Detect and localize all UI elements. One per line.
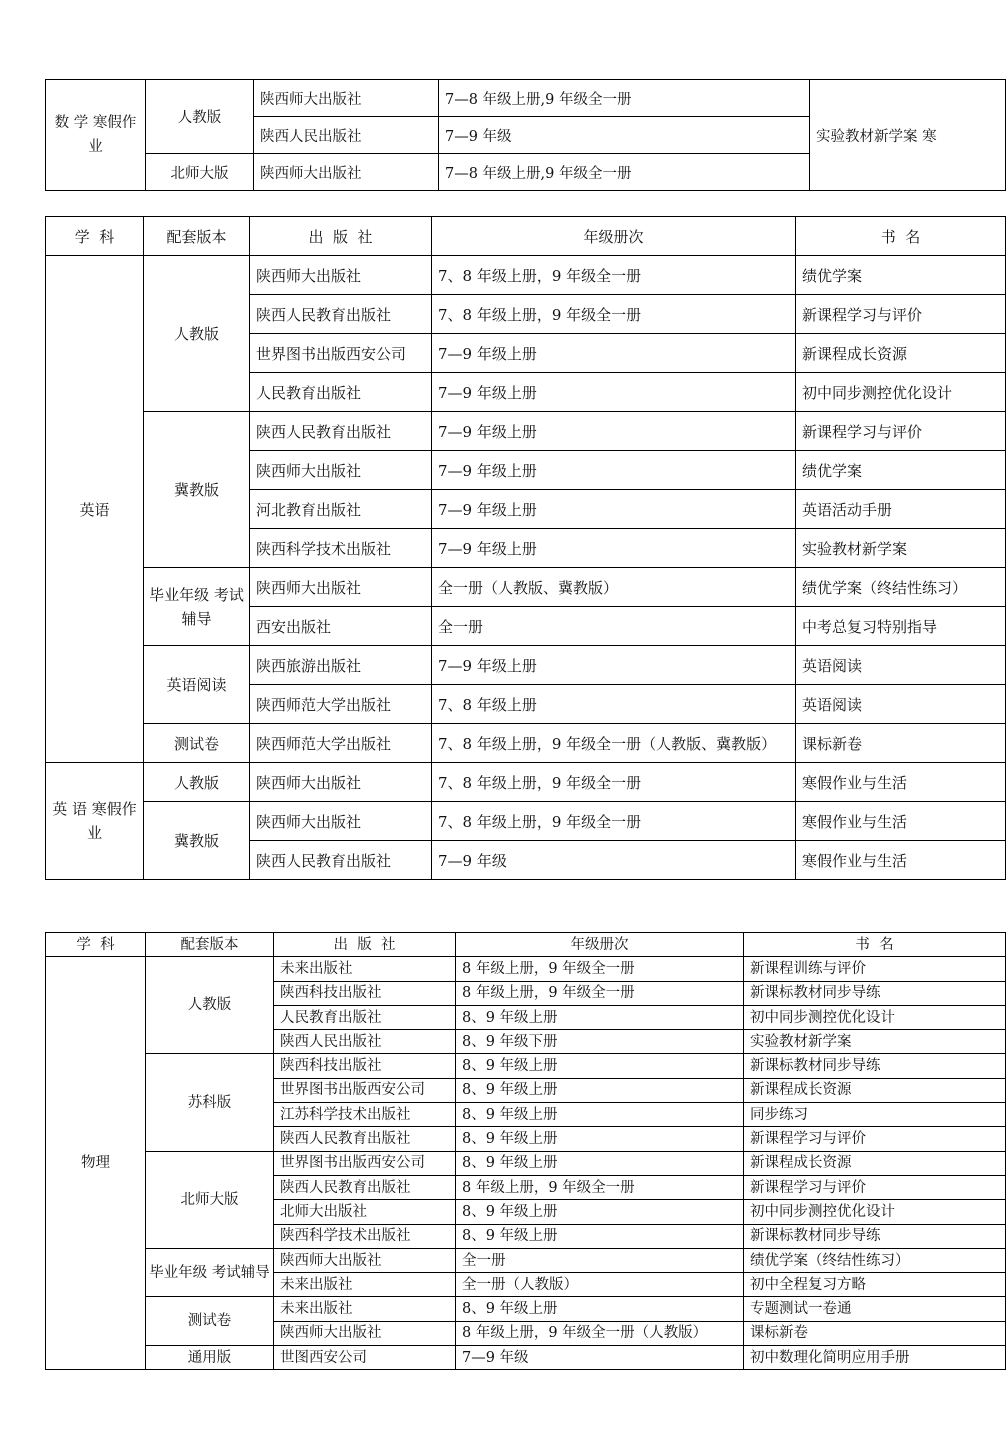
grade-cell: 8、9 年级上册 [456,1200,744,1224]
table-row [46,1151,1006,1175]
grade-cell: 7、8 年级上册，9 年级全一册（人教版、冀教版） [432,724,796,763]
book-cell: 新课程训练与评价 [744,957,1006,981]
book-cell: 中考总复习特别指导 [796,607,1006,646]
book-cell: 新课程成长资源 [744,1151,1006,1175]
book-cell: 寒假作业与生活 [796,763,1006,802]
edition-cell: 冀教版 [144,802,250,880]
book-cell: 寒假作业与生活 [796,802,1006,841]
book-cell: 课标新卷 [796,724,1006,763]
header-publisher: 出 版 社 [250,217,432,256]
edition-cell: 苏科版 [146,1054,274,1151]
grade-cell: 8、9 年级上册 [456,1297,744,1321]
publisher-cell: 世界图书出版西安公司 [274,1151,456,1175]
book-cell: 英语阅读 [796,646,1006,685]
grade-cell: 7—9 年级 [432,841,796,880]
header-publisher: 出 版 社 [274,933,456,957]
publisher-cell: 陕西科学技术出版社 [274,1224,456,1248]
grade-cell: 8 年级上册，9 年级全一册（人教版） [456,1321,744,1345]
publisher-cell: 陕西科技出版社 [274,1054,456,1078]
grade-cell: 7—9 年级上册 [432,490,796,529]
grade-cell: 8 年级上册，9 年级全一册 [456,1175,744,1199]
book-cell: 初中数理化简明应用手册 [744,1346,1006,1370]
header-subject: 学 科 [46,933,146,957]
edition-cell: 英语阅读 [144,646,250,724]
edition-cell: 通用版 [146,1346,274,1370]
header-edition: 配套版本 [146,933,274,957]
edition-cell: 测试卷 [144,724,250,763]
grade-cell: 8、9 年级下册 [456,1030,744,1054]
table-row [46,1297,1006,1321]
english-table [45,216,1006,880]
edition-cell: 人教版 [146,957,274,1054]
grade-cell: 7—9 年级上册 [432,529,796,568]
grade-cell: 7—8 年级上册,9 年级全一册 [439,80,810,117]
book-cell: 英语阅读 [796,685,1006,724]
subject-cell: 数 学 寒假作业 [46,80,146,191]
book-cell: 绩优学案（终结性练习） [744,1248,1006,1272]
book-cell: 专题测试一卷通 [744,1297,1006,1321]
publisher-cell: 陕西人民教育出版社 [250,412,432,451]
publisher-cell: 陕西科学技术出版社 [250,529,432,568]
publisher-cell: 陕西人民教育出版社 [250,295,432,334]
table-row [46,802,1006,841]
header-book: 书 名 [796,217,1006,256]
table-row [46,1248,1006,1272]
book-cell: 绩优学案 [796,256,1006,295]
grade-cell: 7—9 年级 [456,1346,744,1370]
grade-cell: 7—8 年级上册,9 年级全一册 [439,154,810,191]
publisher-cell: 江苏科学技术出版社 [274,1103,456,1127]
subject-cell: 英 语 寒假作业 [46,763,144,880]
publisher-cell: 北师大出版社 [274,1200,456,1224]
grade-cell: 7、8 年级上册，9 年级全一册 [432,763,796,802]
grade-cell: 7、8 年级上册，9 年级全一册 [432,802,796,841]
edition-cell: 测试卷 [146,1297,274,1346]
book-cell: 初中同步测控优化设计 [744,1005,1006,1029]
table-row [46,80,1006,117]
header-row [46,933,1006,957]
edition-cell: 北师大版 [146,1151,274,1248]
book-cell: 新课程学习与评价 [744,1127,1006,1151]
edition-cell: 北师大版 [146,154,254,191]
physics-table [45,932,1006,1370]
grade-cell: 8、9 年级上册 [456,1224,744,1248]
grade-cell: 全一册 [456,1248,744,1272]
publisher-cell: 陕西人民教育出版社 [250,841,432,880]
grade-cell: 全一册（人教版、冀教版） [432,568,796,607]
book-cell: 实验教材新学案 寒 [810,80,1006,191]
edition-cell: 人教版 [144,763,250,802]
publisher-cell: 人民教育出版社 [274,1005,456,1029]
grade-cell: 8、9 年级上册 [456,1103,744,1127]
publisher-cell: 陕西师大出版社 [250,256,432,295]
grade-cell: 8、9 年级上册 [456,1078,744,1102]
book-cell: 新课程学习与评价 [744,1175,1006,1199]
publisher-cell: 陕西师大出版社 [254,154,439,191]
publisher-cell: 陕西师大出版社 [254,80,439,117]
book-cell: 绩优学案（终结性练习） [796,568,1006,607]
publisher-cell: 陕西师大出版社 [274,1321,456,1345]
book-cell: 同步练习 [744,1103,1006,1127]
publisher-cell: 陕西师范大学出版社 [250,685,432,724]
publisher-cell: 西安出版社 [250,607,432,646]
grade-cell: 8 年级上册，9 年级全一册 [456,957,744,981]
table-row [46,412,1006,451]
table-row [46,256,1006,295]
publisher-cell: 河北教育出版社 [250,490,432,529]
grade-cell: 8、9 年级上册 [456,1151,744,1175]
book-cell: 实验教材新学案 [796,529,1006,568]
table-row [46,1346,1006,1370]
publisher-cell: 陕西师大出版社 [274,1248,456,1272]
publisher-cell: 陕西师大出版社 [250,802,432,841]
book-cell: 初中同步测控优化设计 [796,373,1006,412]
grade-cell: 8、9 年级上册 [456,1127,744,1151]
subject-cell: 物理 [46,957,146,1370]
publisher-cell: 陕西人民出版社 [254,117,439,154]
grade-cell: 8 年级上册，9 年级全一册 [456,981,744,1005]
book-cell: 新课程学习与评价 [796,295,1006,334]
grade-cell: 8、9 年级上册 [456,1054,744,1078]
publisher-cell: 陕西师大出版社 [250,568,432,607]
publisher-cell: 未来出版社 [274,957,456,981]
math-winter-table [45,79,1006,191]
publisher-cell: 未来出版社 [274,1273,456,1297]
header-grade: 年级册次 [456,933,744,957]
table-row [46,1054,1006,1078]
subject-cell: 英语 [46,256,144,763]
edition-cell: 人教版 [146,80,254,154]
grade-cell: 7—9 年级 [439,117,810,154]
table-row [46,957,1006,981]
grade-cell: 7、8 年级上册，9 年级全一册 [432,256,796,295]
header-subject: 学 科 [46,217,144,256]
header-book: 书 名 [744,933,1006,957]
publisher-cell: 世界图书出版西安公司 [274,1078,456,1102]
table-row [46,763,1006,802]
grade-cell: 全一册（人教版） [456,1273,744,1297]
publisher-cell: 陕西人民教育出版社 [274,1175,456,1199]
book-cell: 初中同步测控优化设计 [744,1200,1006,1224]
edition-cell: 人教版 [144,256,250,412]
edition-cell: 毕业年级 考试辅导 [144,568,250,646]
publisher-cell: 人民教育出版社 [250,373,432,412]
book-cell: 实验教材新学案 [744,1030,1006,1054]
publisher-cell: 未来出版社 [274,1297,456,1321]
book-cell: 绩优学案 [796,451,1006,490]
publisher-cell: 陕西师范大学出版社 [250,724,432,763]
grade-cell: 7、8 年级上册 [432,685,796,724]
header-row [46,217,1006,256]
book-cell: 课标新卷 [744,1321,1006,1345]
publisher-cell: 陕西师大出版社 [250,763,432,802]
publisher-cell: 世界图书出版西安公司 [250,334,432,373]
header-edition: 配套版本 [144,217,250,256]
grade-cell: 7—9 年级上册 [432,412,796,451]
book-cell: 新课标教材同步导练 [744,981,1006,1005]
grade-cell: 7—9 年级上册 [432,373,796,412]
book-cell: 新课标教材同步导练 [744,1224,1006,1248]
book-cell: 寒假作业与生活 [796,841,1006,880]
publisher-cell: 陕西人民教育出版社 [274,1127,456,1151]
publisher-cell: 陕西人民出版社 [274,1030,456,1054]
table-row [46,646,1006,685]
table-row [46,568,1006,607]
grade-cell: 7—9 年级上册 [432,451,796,490]
book-cell: 英语活动手册 [796,490,1006,529]
book-cell: 新课程学习与评价 [796,412,1006,451]
book-cell: 新课程成长资源 [744,1078,1006,1102]
table-row [46,724,1006,763]
grade-cell: 8、9 年级上册 [456,1005,744,1029]
grade-cell: 7、8 年级上册，9 年级全一册 [432,295,796,334]
book-cell: 初中全程复习方略 [744,1273,1006,1297]
grade-cell: 全一册 [432,607,796,646]
grade-cell: 7—9 年级上册 [432,646,796,685]
publisher-cell: 陕西旅游出版社 [250,646,432,685]
publisher-cell: 陕西科技出版社 [274,981,456,1005]
publisher-cell: 陕西师大出版社 [250,451,432,490]
book-cell: 新课程成长资源 [796,334,1006,373]
edition-cell: 冀教版 [144,412,250,568]
grade-cell: 7—9 年级上册 [432,334,796,373]
edition-cell: 毕业年级 考试辅导 [146,1248,274,1297]
header-grade: 年级册次 [432,217,796,256]
publisher-cell: 世图西安公司 [274,1346,456,1370]
book-cell: 新课标教材同步导练 [744,1054,1006,1078]
